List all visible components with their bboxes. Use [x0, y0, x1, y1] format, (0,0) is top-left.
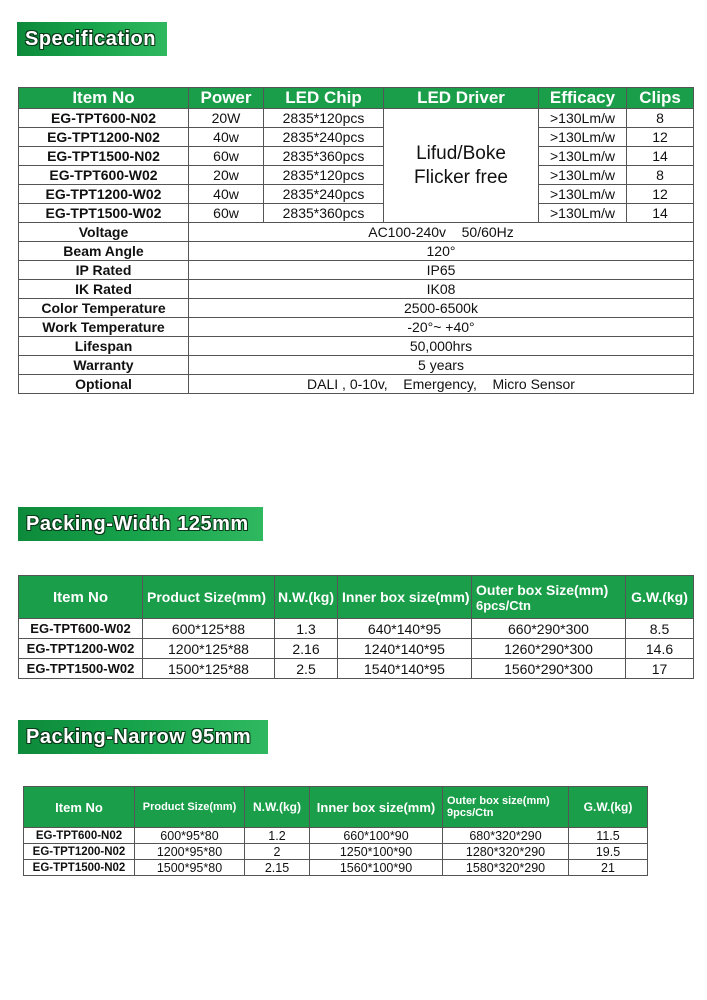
gross-weight: 21: [569, 860, 648, 876]
attribute-value: 50,000hrs: [189, 337, 694, 356]
product-size: 1500*125*88: [143, 659, 275, 679]
header-power: Power: [189, 88, 264, 109]
outer-box-qty: 6pcs/Ctn: [476, 597, 531, 613]
item-no: EG-TPT1200-N02: [19, 128, 189, 147]
attribute-value: DALI , 0-10v, Emergency, Micro Sensor: [189, 375, 694, 394]
gross-weight: 14.6: [626, 639, 694, 659]
outer-box-label: Outer box Size(mm): [476, 581, 609, 598]
header-gross-weight: G.W.(kg): [626, 576, 694, 619]
header-net-weight: N.W.(kg): [245, 787, 310, 828]
spec-row: [19, 147, 694, 166]
power: 20W: [189, 109, 264, 128]
driver-line-1: Lifud/Boke: [416, 142, 506, 164]
table-row: [19, 639, 694, 659]
inner-box-size: 1240*140*95: [338, 639, 472, 659]
spec-row: [19, 128, 694, 147]
header-led-driver: LED Driver: [384, 88, 539, 109]
packing-narrow-header-row: [24, 787, 648, 828]
attribute-row: [19, 299, 694, 318]
outer-box-size: 1260*290*300: [472, 639, 626, 659]
spec-row: [19, 166, 694, 185]
header-item-no: Item No: [19, 88, 189, 109]
product-size: 1200*125*88: [143, 639, 275, 659]
packing-width-header-row: [19, 576, 694, 619]
led-chip: 2835*240pcs: [264, 128, 384, 147]
specification-table: [18, 87, 694, 394]
net-weight: 2.16: [275, 639, 338, 659]
gross-weight: 19.5: [569, 844, 648, 860]
attribute-label: Lifespan: [19, 337, 189, 356]
packing-narrow-table: [23, 786, 648, 876]
packing-width-table: [18, 575, 694, 679]
table-row: [24, 860, 648, 876]
attribute-row: [19, 261, 694, 280]
net-weight: 1.2: [245, 828, 310, 844]
clips: 12: [627, 185, 694, 204]
outer-box-size: 1560*290*300: [472, 659, 626, 679]
led-chip: 2835*120pcs: [264, 109, 384, 128]
item-no: EG-TPT600-W02: [19, 619, 143, 639]
attribute-label: Color Temperature: [19, 299, 189, 318]
header-net-weight: N.W.(kg): [275, 576, 338, 619]
item-no: EG-TPT1500-W02: [19, 204, 189, 223]
power: 60w: [189, 204, 264, 223]
attribute-value: AC100-240v 50/60Hz: [189, 223, 694, 242]
power: 40w: [189, 128, 264, 147]
efficacy: >130Lm/w: [539, 147, 627, 166]
product-size: 600*95*80: [135, 828, 245, 844]
header-gross-weight: G.W.(kg): [569, 787, 648, 828]
header-product-size: Product Size(mm): [135, 787, 245, 828]
header-inner-box-size: Inner box size(mm): [310, 787, 443, 828]
inner-box-size: 1540*140*95: [338, 659, 472, 679]
attribute-row: [19, 356, 694, 375]
efficacy: >130Lm/w: [539, 204, 627, 223]
attribute-value: 120°: [189, 242, 694, 261]
packing-width-banner: Packing-Width 125mm: [18, 507, 263, 541]
product-size: 1200*95*80: [135, 844, 245, 860]
net-weight: 2.5: [275, 659, 338, 679]
attribute-label: Beam Angle: [19, 242, 189, 261]
gross-weight: 11.5: [569, 828, 648, 844]
gross-weight: 17: [626, 659, 694, 679]
outer-box-size: 1580*320*290: [443, 860, 569, 876]
efficacy: >130Lm/w: [539, 109, 627, 128]
attribute-row: [19, 223, 694, 242]
table-row: [24, 844, 648, 860]
item-no: EG-TPT1500-N02: [24, 860, 135, 876]
header-led-chip: LED Chip: [264, 88, 384, 109]
efficacy: >130Lm/w: [539, 185, 627, 204]
power: 60w: [189, 147, 264, 166]
attribute-row: [19, 375, 694, 394]
item-no: EG-TPT1500-W02: [19, 659, 143, 679]
outer-box-size: 660*290*300: [472, 619, 626, 639]
header-item-no: Item No: [19, 576, 143, 619]
attribute-value: 2500-6500k: [189, 299, 694, 318]
attribute-label: IK Rated: [19, 280, 189, 299]
led-chip: 2835*360pcs: [264, 147, 384, 166]
item-no: EG-TPT600-N02: [19, 109, 189, 128]
power: 20w: [189, 166, 264, 185]
spec-row: [19, 204, 694, 223]
item-no: EG-TPT1200-W02: [19, 639, 143, 659]
attribute-row: [19, 280, 694, 299]
outer-box-size: 1280*320*290: [443, 844, 569, 860]
header-outer-box-size: [472, 576, 626, 619]
header-clips: Clips: [627, 88, 694, 109]
attribute-label: Voltage: [19, 223, 189, 242]
inner-box-size: 1560*100*90: [310, 860, 443, 876]
spec-row: [19, 109, 694, 128]
attribute-label: Warranty: [19, 356, 189, 375]
inner-box-size: 640*140*95: [338, 619, 472, 639]
attribute-value: IP65: [189, 261, 694, 280]
specification-banner: Specification: [17, 22, 167, 56]
led-chip: 2835*360pcs: [264, 204, 384, 223]
packing-narrow-banner: Packing-Narrow 95mm: [18, 720, 268, 754]
table-row: [19, 659, 694, 679]
net-weight: 1.3: [275, 619, 338, 639]
efficacy: >130Lm/w: [539, 166, 627, 185]
attribute-value: -20°~ +40°: [189, 318, 694, 337]
attribute-label: IP Rated: [19, 261, 189, 280]
gross-weight: 8.5: [626, 619, 694, 639]
net-weight: 2: [245, 844, 310, 860]
led-driver: [384, 109, 539, 223]
attribute-value: IK08: [189, 280, 694, 299]
clips: 14: [627, 204, 694, 223]
outer-box-size: 680*320*290: [443, 828, 569, 844]
outer-box-label: Outer box size(mm): [447, 795, 550, 807]
item-no: EG-TPT600-W02: [19, 166, 189, 185]
clips: 8: [627, 166, 694, 185]
attribute-row: [19, 318, 694, 337]
header-outer-box-size: [443, 787, 569, 828]
spec-row: [19, 185, 694, 204]
attribute-value: 5 years: [189, 356, 694, 375]
attribute-row: [19, 242, 694, 261]
clips: 12: [627, 128, 694, 147]
item-no: EG-TPT1200-W02: [19, 185, 189, 204]
header-inner-box-size: Inner box size(mm): [338, 576, 472, 619]
attribute-label: Work Temperature: [19, 318, 189, 337]
net-weight: 2.15: [245, 860, 310, 876]
outer-box-qty: 9pcs/Ctn: [447, 807, 494, 819]
efficacy: >130Lm/w: [539, 128, 627, 147]
clips: 8: [627, 109, 694, 128]
item-no: EG-TPT600-N02: [24, 828, 135, 844]
power: 40w: [189, 185, 264, 204]
driver-line-2: Flicker free: [414, 166, 508, 188]
led-chip: 2835*120pcs: [264, 166, 384, 185]
clips: 14: [627, 147, 694, 166]
spec-header-row: [19, 88, 694, 109]
item-no: EG-TPT1200-N02: [24, 844, 135, 860]
header-item-no: Item No: [24, 787, 135, 828]
item-no: EG-TPT1500-N02: [19, 147, 189, 166]
header-efficacy: Efficacy: [539, 88, 627, 109]
table-row: [24, 828, 648, 844]
inner-box-size: 1250*100*90: [310, 844, 443, 860]
product-size: 1500*95*80: [135, 860, 245, 876]
attribute-label: Optional: [19, 375, 189, 394]
header-product-size: Product Size(mm): [143, 576, 275, 619]
attribute-row: [19, 337, 694, 356]
inner-box-size: 660*100*90: [310, 828, 443, 844]
led-chip: 2835*240pcs: [264, 185, 384, 204]
table-row: [19, 619, 694, 639]
product-size: 600*125*88: [143, 619, 275, 639]
